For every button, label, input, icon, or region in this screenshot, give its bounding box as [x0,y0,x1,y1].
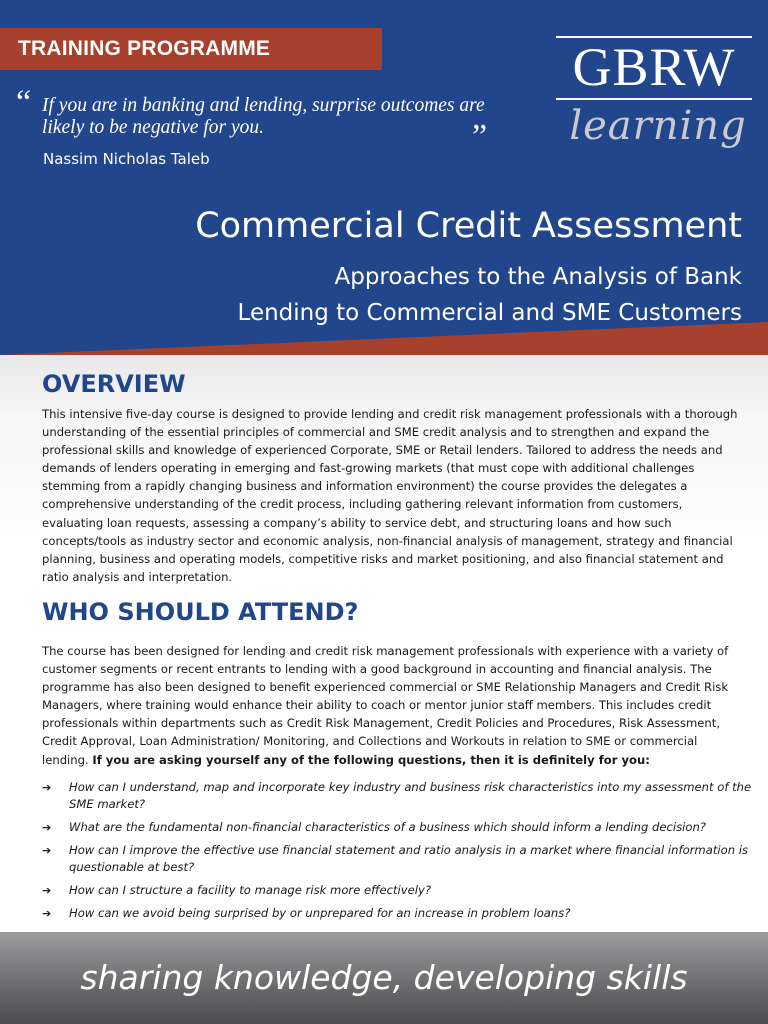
logo-subword: learning [569,103,747,149]
attend-emphasis-text: If you are asking yourself any of the following questions, then it is definitely for you: [92,752,650,767]
list-item [42,882,752,899]
footer-band [0,932,768,1024]
questions-list [42,779,752,928]
arrow-bullet-icon: ➔ [42,907,52,920]
gbrw-learning-logo [556,32,754,160]
arrow-bullet-icon: ➔ [42,844,52,857]
course-subtitle [238,259,742,331]
training-programme-banner: TRAINING PROGRAMME [0,28,382,70]
list-item [42,779,752,813]
footer-tagline: sharing knowledge, developing skills [80,958,688,997]
question-text: How can we avoid being surprised by or unprepared for an increase in problem loans? [69,906,571,920]
quote-close-mark: ” [472,118,488,155]
arrow-bullet-icon: ➔ [42,821,52,834]
subtitle-line-2: Lending to Commercial and SME Customers [237,300,742,326]
question-text: How can I structure a facility to manage risk more effectively? [69,883,432,897]
quote-author: Nassim Nicholas Taleb [43,150,210,168]
list-item [42,842,752,876]
course-title: Commercial Credit Assessment [195,206,742,246]
logo-rule-bottom [556,98,752,100]
quote-text: If you are in banking and lending, surprise outcomes are likely to be negative for you. [42,95,485,138]
logo-word: GBRW [572,37,736,97]
subtitle-line-1: Approaches to the Analysis of Bank [334,264,742,290]
list-item [42,819,752,836]
question-text: How can I improve the effective use financial statement and ratio analysis in a market where financial information is questionable at best? [69,843,748,874]
list-item [42,905,752,922]
attend-body-text: The course has been designed for lending and credit risk management professionals with experience with a variety of customer segments or recent entrants to lending with a good background in accounting and financial analysis. The programme has also been designed to benefit experienced commercial or SME Relationship Managers and Credit Risk Managers, where training would enhance their ability to coach or mentor junior staff members. This includes credit professionals within departments such as Credit Risk Management, Credit Policies and Procedures, Risk Assessment, Credit Approval, Loan Administration/ Monitoring, and Collections and Workouts in relation to SME or commercial lending. [42,644,729,767]
who-should-attend-text [42,642,744,769]
header-banner [0,0,768,355]
arrow-bullet-icon: ➔ [42,884,52,897]
arrow-bullet-icon: ➔ [42,781,52,794]
quote-open-mark: “ [16,84,32,121]
question-text: How can I understand, map and incorporate key industry and business risk characteristics into my assessment of the SME market? [69,780,752,811]
overview-text: This intensive five-day course is designed to provide lending and credit risk management professionals with a thorough understanding of the essential principles of commercial and SME credit analysis and to strengthen and expand the professional skills and knowledge of experienced Corporate, SME or Retail lenders. Tailored to address the needs and demands of lenders operating in emerging and fast-growing markets (that must cope with additional challenges stemming from a rapidly changing business and information environment) the course provides the delegates a comprehensive understanding of the credit process, including gathering relevant information from customers, evaluating loan requests, assessing a company’s ability to service debt, and structuring loans and how such concepts/tools as industry sector and economic analysis, non-financial analysis of management, strategy and financial planning, business and operating models, competitive risks and market positioning, and also financial statement and ratio analysis and interpretation. [42,407,738,584]
question-text: What are the fundamental non-financial characteristics of a business which should inform a lending decision? [69,820,706,834]
who-should-attend-heading: WHO SHOULD ATTEND? [42,598,359,626]
overview-heading: OVERVIEW [42,370,186,398]
